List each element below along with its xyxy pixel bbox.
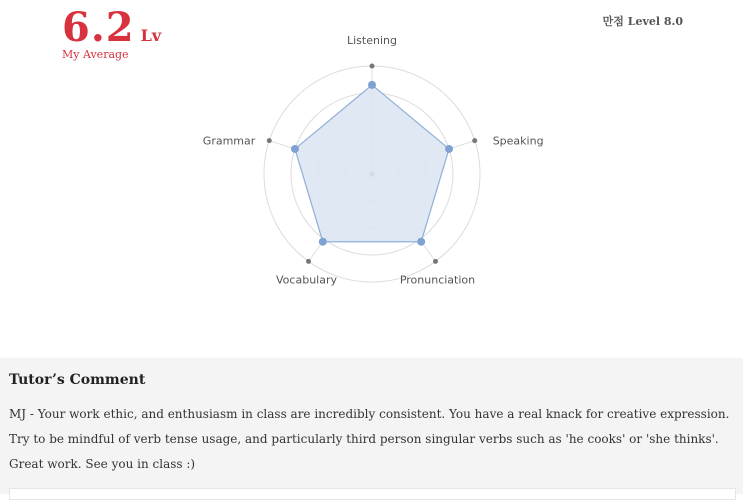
radar-axis-dot bbox=[472, 138, 477, 143]
radar-point-grammar bbox=[291, 145, 299, 153]
radar-axis-dot bbox=[370, 64, 375, 69]
comment-inner-box bbox=[9, 488, 736, 500]
radar-axis-dot bbox=[306, 259, 311, 264]
radar-axis-dot bbox=[433, 259, 438, 264]
radar-point-pronunciation bbox=[417, 238, 425, 246]
radar-axis-label-speaking: Speaking bbox=[492, 134, 544, 148]
full-score-label: 만점 Level 8.0 bbox=[602, 15, 683, 28]
average-score-value: 6.2 bbox=[62, 4, 135, 51]
tutor-comment-section bbox=[0, 358, 743, 494]
tutor-comment-text: MJ - Your work ethic, and enthusiasm in class are incredibly consistent. You have a real knack for creative expression. Try to be mindful of verb tense usage, and particularly third person singular verbs such as 'he cooks' or 'she thinks'. Great work. See you in class :) bbox=[9, 407, 730, 471]
radar-point-listening bbox=[368, 81, 376, 89]
radar-point-speaking bbox=[445, 145, 453, 153]
radar-axis-label-listening: Listening bbox=[347, 34, 397, 47]
average-score-unit: Lv bbox=[140, 26, 162, 45]
radar-point-vocabulary bbox=[319, 238, 327, 246]
average-score-caption: My Average bbox=[62, 48, 129, 61]
radar-axis-label-pronunciation: Pronunciation bbox=[399, 273, 476, 287]
radar-axis-label-grammar: Grammar bbox=[202, 134, 256, 148]
tutor-comment-title: Tutor’s Comment bbox=[9, 372, 146, 388]
radar-axis-label-vocabulary: Vocabulary bbox=[276, 273, 338, 287]
radar-axis-dot bbox=[267, 138, 272, 143]
radar-polygon-group bbox=[291, 81, 453, 246]
radar-value-polygon bbox=[295, 85, 449, 242]
